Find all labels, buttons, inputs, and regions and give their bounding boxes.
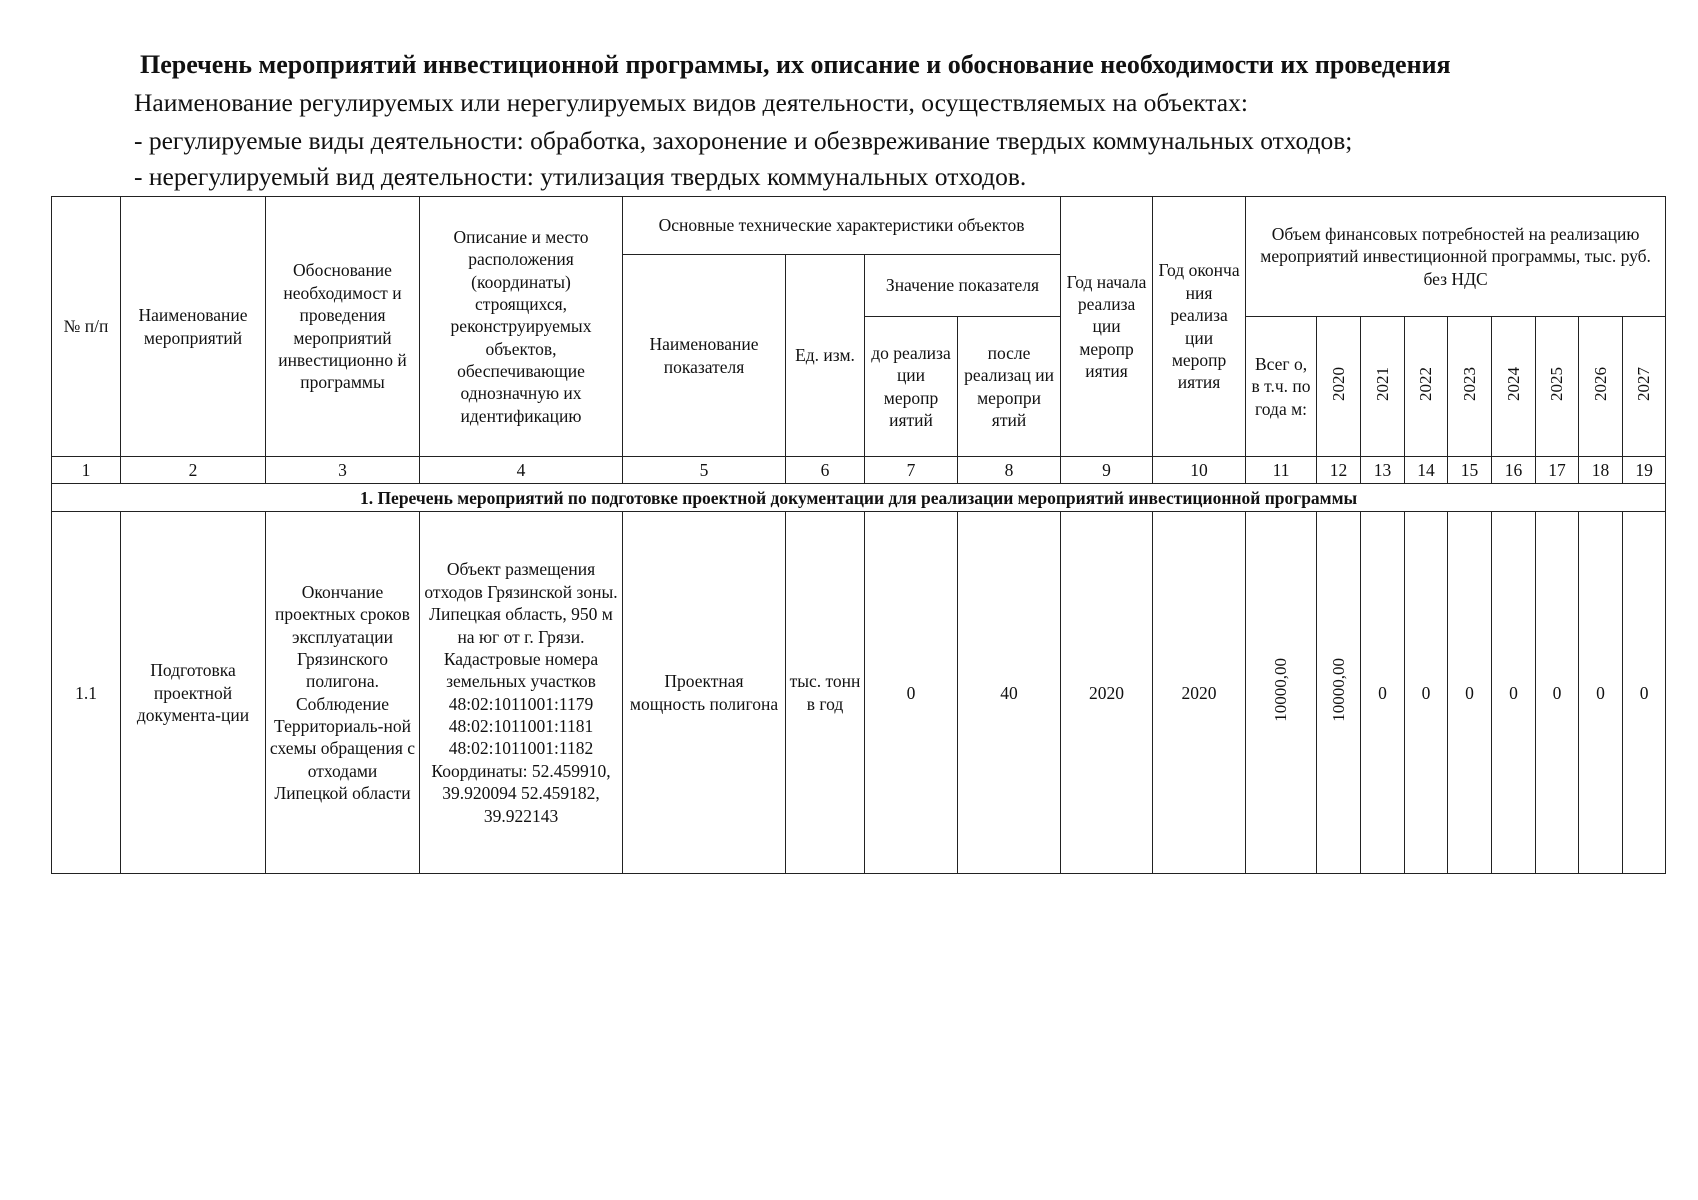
column-number: 4 — [420, 457, 623, 484]
column-number: 7 — [865, 457, 958, 484]
column-number: 13 — [1361, 457, 1405, 484]
header-year-2023: 2023 — [1459, 366, 1479, 401]
header-num: № п/п — [52, 197, 121, 457]
header-description: Описание и место расположения (координаты) строящихся, реконструируемых объектов, обеспечивающие однозначную их идентификацию — [420, 197, 623, 457]
header-year — [1536, 317, 1579, 457]
column-number: 1 — [52, 457, 121, 484]
document-title: Перечень мероприятий инвестиционной программы, их описание и обоснование необходимости их проведения — [140, 50, 1451, 79]
header-after: после реализац ии меропри ятий — [958, 317, 1061, 457]
header-name: Наименование мероприятий — [121, 197, 266, 457]
column-number: 12 — [1317, 457, 1361, 484]
header-year — [1361, 317, 1405, 457]
row-total: 10000,00 — [1271, 658, 1291, 722]
column-number: 18 — [1579, 457, 1623, 484]
activities-heading: Наименование регулируемых или нерегулируемых видов деятельности, осуществляемых на объектах: — [134, 88, 1248, 117]
header-indicator-name: Наименование показателя — [623, 255, 786, 457]
column-number-row — [52, 457, 1666, 484]
header-tech: Основные технические характеристики объектов — [623, 197, 1061, 255]
row-end-year: 2020 — [1153, 512, 1246, 874]
header-justification: Обоснование необходимост и проведения мероприятий инвестиционно й программы — [266, 197, 420, 457]
header-end-year: Год оконча ния реализа ции меропр иятия — [1153, 197, 1246, 457]
row-after: 40 — [958, 512, 1061, 874]
header-before: до реализа ции меропр иятий — [865, 317, 958, 457]
header-year-2024: 2024 — [1503, 366, 1523, 401]
row-2024: 0 — [1492, 512, 1536, 874]
row-2025: 0 — [1536, 512, 1579, 874]
row-2022: 0 — [1405, 512, 1448, 874]
row-name: Подготовка проектной документа-ции — [121, 512, 266, 874]
header-value: Значение показателя — [865, 255, 1061, 317]
investment-measures-table — [51, 196, 1666, 874]
row-unit: тыс. тонн в год — [786, 512, 865, 874]
header-year-2025: 2025 — [1547, 366, 1567, 401]
row-2020-cell — [1317, 512, 1361, 874]
header-total: Всег о, в т.ч. по года м: — [1246, 317, 1317, 457]
header-year — [1623, 317, 1666, 457]
header-year-2027: 2027 — [1634, 366, 1654, 401]
column-number: 17 — [1536, 457, 1579, 484]
header-year — [1405, 317, 1448, 457]
row-2023: 0 — [1448, 512, 1492, 874]
row-before: 0 — [865, 512, 958, 874]
column-number: 9 — [1061, 457, 1153, 484]
header-year — [1579, 317, 1623, 457]
unregulated-activities: - нерегулируемый вид деятельности: утилизация твердых коммунальных отходов. — [134, 162, 1027, 191]
row-2027: 0 — [1623, 512, 1666, 874]
row-2026: 0 — [1579, 512, 1623, 874]
column-number: 11 — [1246, 457, 1317, 484]
header-unit: Ед. изм. — [786, 255, 865, 457]
column-number: 8 — [958, 457, 1061, 484]
section-title: 1. Перечень мероприятий по подготовке проектной документации для реализации мероприятий инвестиционной программы — [52, 484, 1666, 512]
header-year-2026: 2026 — [1590, 366, 1610, 401]
row-2020: 10000,00 — [1328, 658, 1348, 722]
table-row — [52, 512, 1666, 874]
row-description: Объект размещения отходов Грязинской зоны. Липецкая область, 950 м на юг от г. Грязи. Кадастровые номера земельных участков 48:02:1011001:1179 48:02:1011001:1181 48:02:1011001:1182 Координаты: 52.459910, 39.920094 52.459182, 39.922143 — [420, 512, 623, 874]
header-year — [1448, 317, 1492, 457]
column-number: 3 — [266, 457, 420, 484]
column-number: 6 — [786, 457, 865, 484]
header-year-2022: 2022 — [1416, 366, 1436, 401]
regulated-activities: - регулируемые виды деятельности: обработка, захоронение и обезвреживание твердых коммунальных отходов; — [134, 126, 1353, 155]
column-number: 10 — [1153, 457, 1246, 484]
header-start-year: Год начала реализа ции меропр иятия — [1061, 197, 1153, 457]
column-number: 15 — [1448, 457, 1492, 484]
row-2021: 0 — [1361, 512, 1405, 874]
column-number: 5 — [623, 457, 786, 484]
column-number: 19 — [1623, 457, 1666, 484]
header-year — [1492, 317, 1536, 457]
row-indicator-name: Проектная мощность полигона — [623, 512, 786, 874]
column-number: 14 — [1405, 457, 1448, 484]
header-year — [1317, 317, 1361, 457]
header-year-2020: 2020 — [1328, 366, 1348, 401]
header-year-2021: 2021 — [1372, 366, 1392, 401]
row-num: 1.1 — [52, 512, 121, 874]
row-total-cell — [1246, 512, 1317, 874]
row-start-year: 2020 — [1061, 512, 1153, 874]
row-justification: Окончание проектных сроков эксплуатации Грязинского полигона. Соблюдение Территориаль-ной схемы обращения с отходами Липецкой области — [266, 512, 420, 874]
header-finance: Объем финансовых потребностей на реализацию мероприятий инвестиционной программы, тыс. руб. без НДС — [1246, 197, 1666, 317]
column-number: 2 — [121, 457, 266, 484]
column-number: 16 — [1492, 457, 1536, 484]
